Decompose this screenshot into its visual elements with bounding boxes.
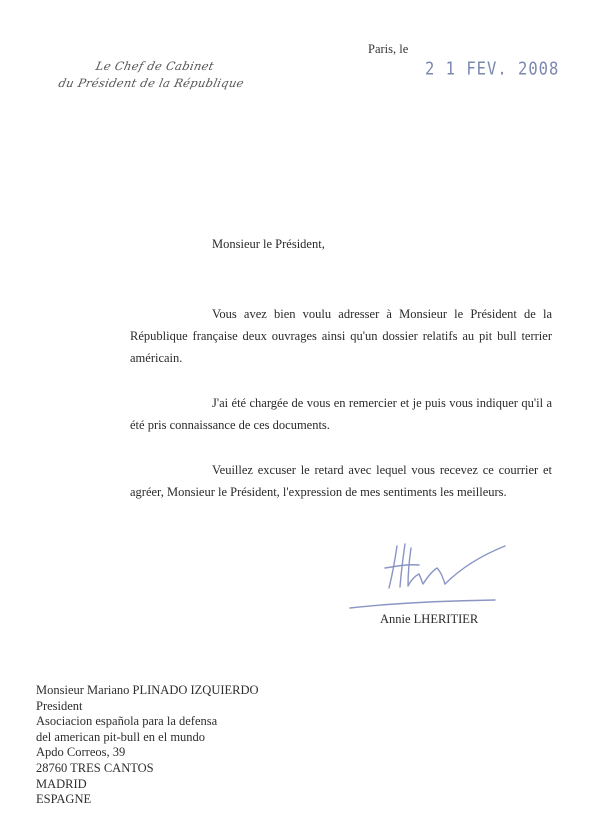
signer-name: Annie LHERITIER bbox=[380, 612, 479, 626]
letterhead-line-1: Le Chef de Cabinet bbox=[94, 59, 216, 73]
recipient-address bbox=[36, 683, 259, 808]
salutation: Monsieur le Président, bbox=[212, 237, 325, 251]
letterhead bbox=[54, 58, 251, 92]
address-line: 28760 TRES CANTOS bbox=[36, 760, 154, 775]
place-label: Paris, le bbox=[368, 42, 409, 56]
address-line: President bbox=[36, 698, 83, 713]
address-line: Asociacion española para la defensa bbox=[36, 714, 218, 729]
address-line: Apdo Correos, 39 bbox=[36, 745, 126, 760]
paragraph-1: Vous avez bien voulu adresser à Monsieur le Président de la République française deux ouvrages ainsi qu'un dossier relatifs au pit bull terrier américain. bbox=[130, 307, 552, 365]
address-line: MADRID bbox=[36, 776, 87, 791]
handwritten-signature bbox=[345, 538, 515, 616]
paragraph-3: Veuillez excuser le retard avec lequel vous recevez ce courrier et agréer, Monsieur le Président, l'expression de mes sentiments les meilleurs. bbox=[130, 463, 552, 499]
date-stamp: 2 1 FEV. 2008 bbox=[425, 58, 560, 80]
address-line: ESPAGNE bbox=[36, 792, 92, 807]
letterhead-line-2: du Président de la République bbox=[57, 76, 246, 90]
address-line: del american pit-bull en el mundo bbox=[36, 729, 206, 744]
paragraph-2: J'ai été chargée de vous en remercier et je puis vous indiquer qu'il a été pris connaissance de ces documents. bbox=[130, 396, 552, 432]
address-line: Monsieur Mariano PLINADO IZQUIERDO bbox=[36, 683, 259, 697]
